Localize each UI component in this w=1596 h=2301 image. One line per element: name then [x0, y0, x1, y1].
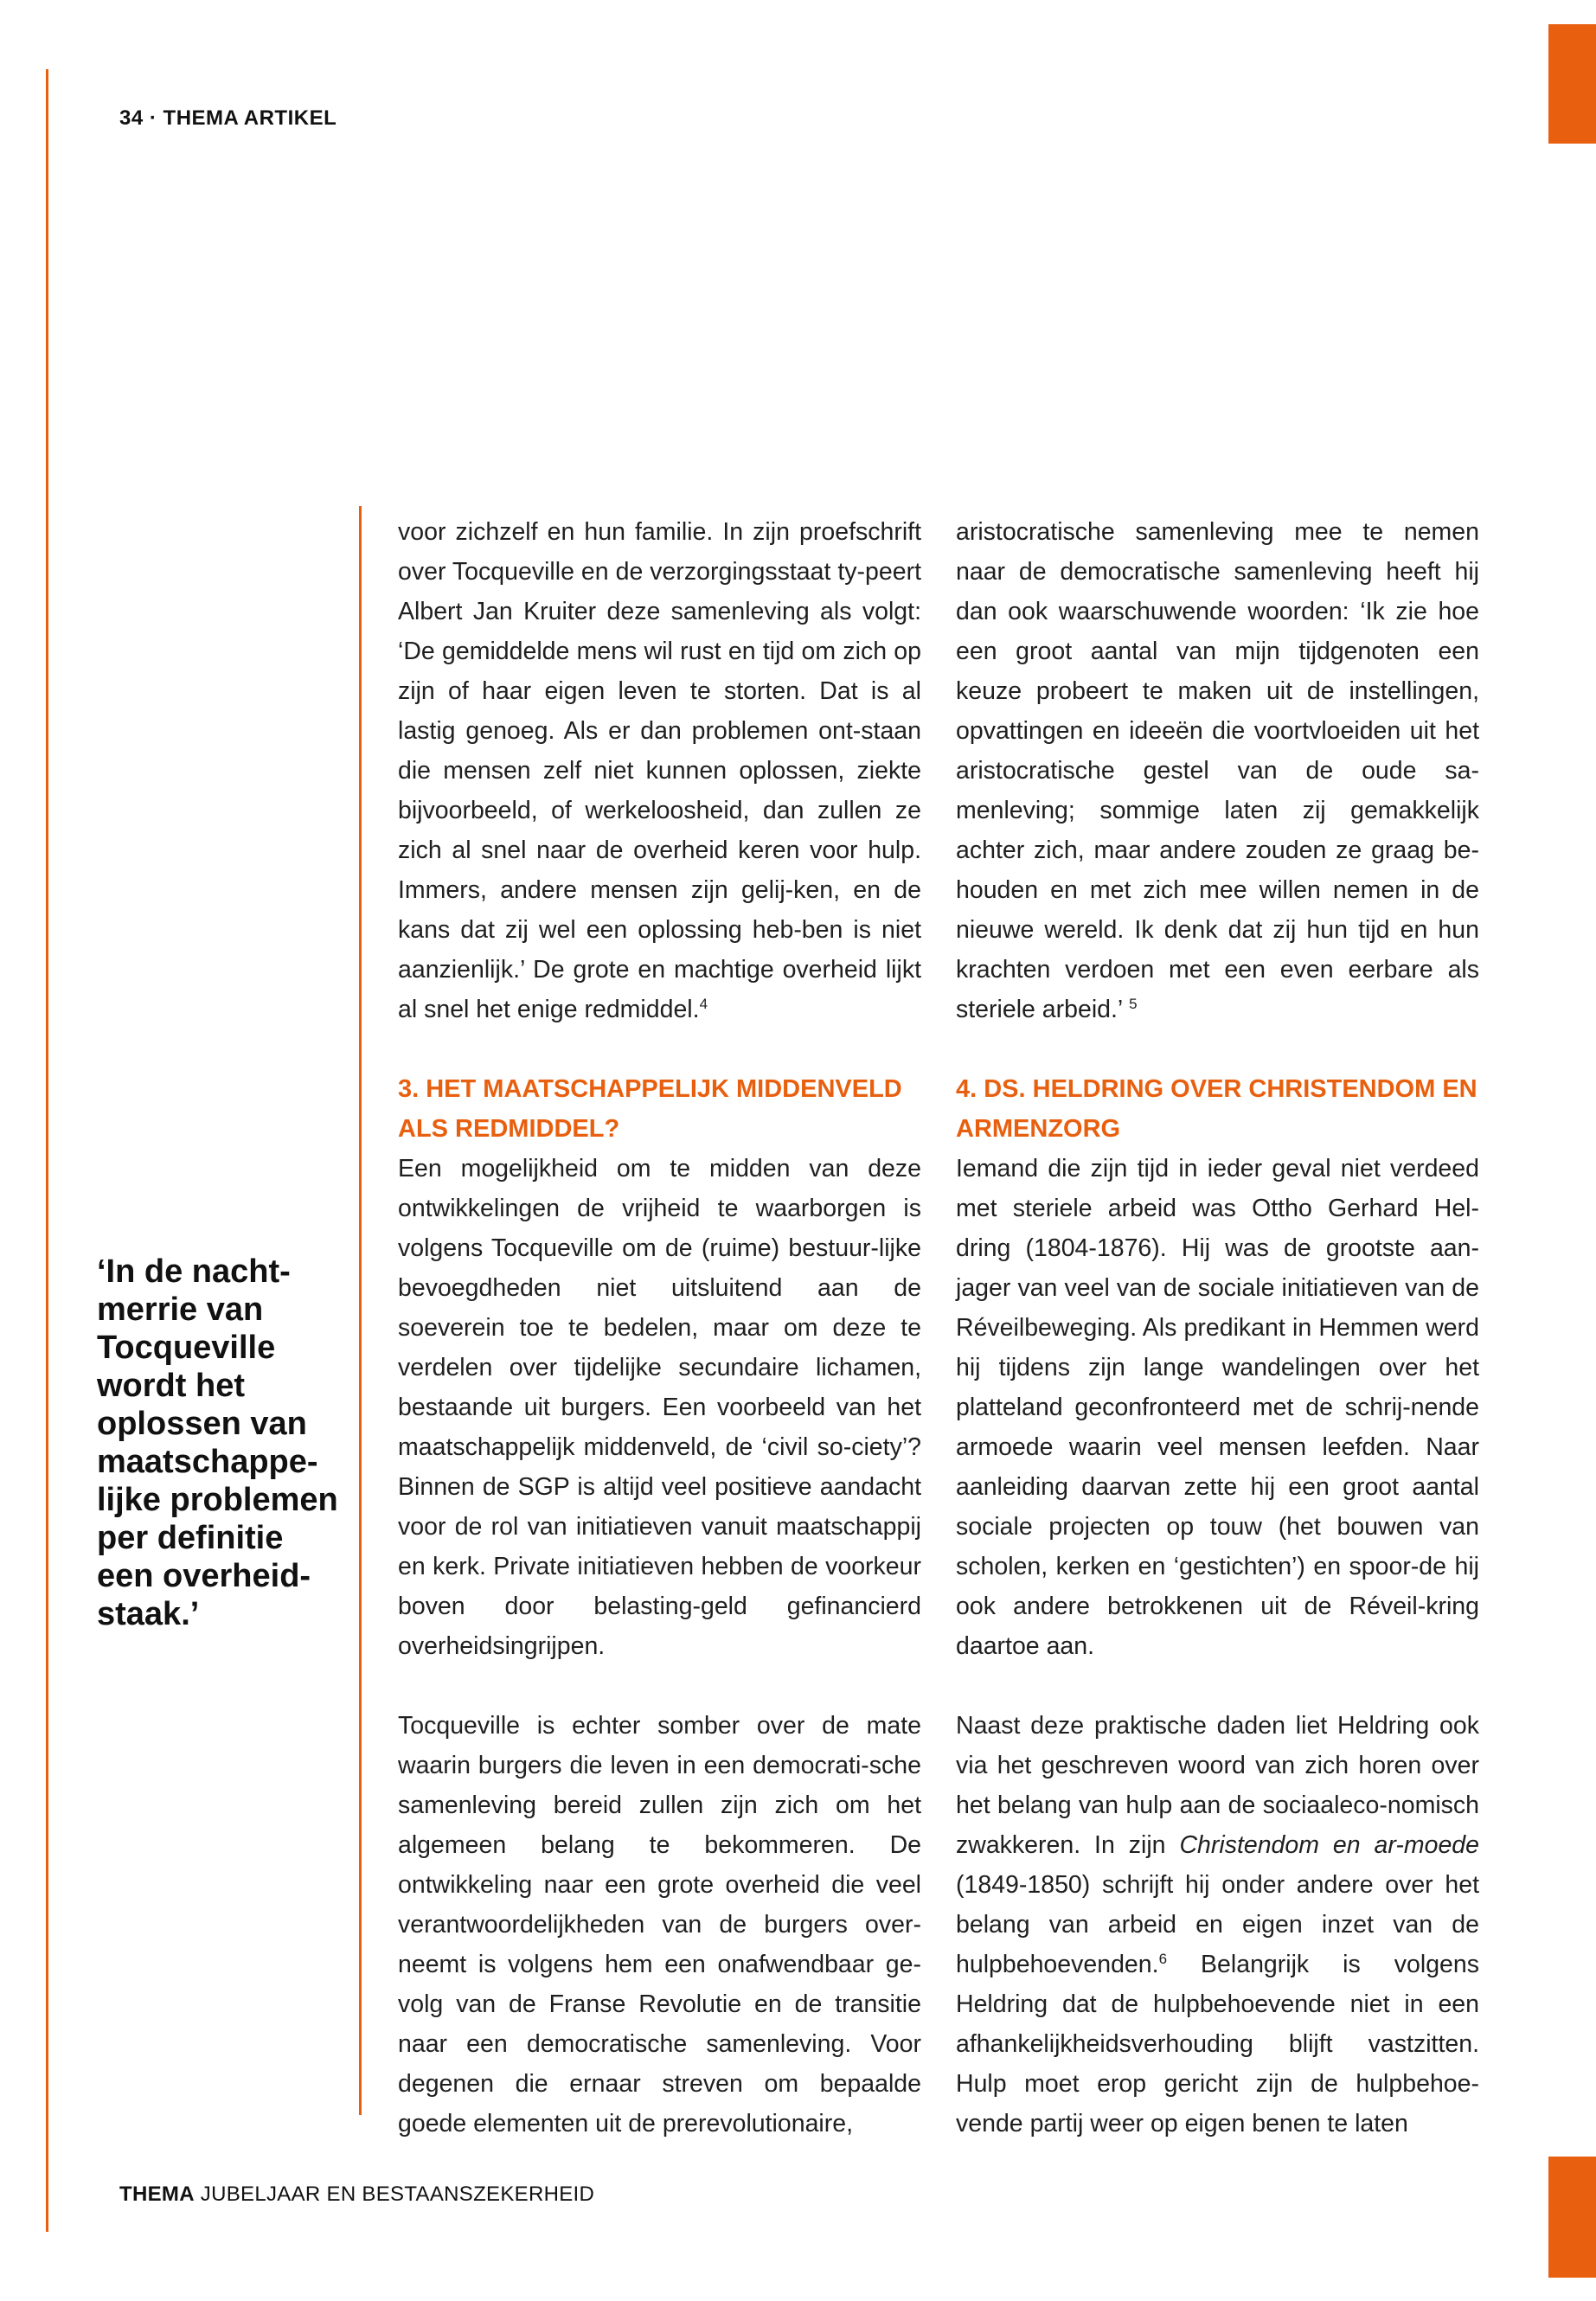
page-footer: [119, 2182, 594, 2207]
right-column: [956, 512, 1479, 2144]
footnote-ref-4[interactable]: 4: [699, 996, 708, 1012]
bottom-edge-tab: [1548, 2157, 1596, 2278]
footer-subtitle: JUBELJAAR EN BESTAANSZEKERHEID: [200, 2182, 595, 2206]
column-rule: [359, 506, 362, 2115]
right-paragraph-1: aristocratische samenleving mee te nemen naar de democratische samenleving heeft hij dan ook waarschuwende woorden: ‘Ik zie hoe een groot aantal van mijn tijdgenoten een keuze probeert te maken uit de instellingen, opvattingen en ideeën die voortvloeiden uit het aristocratische gestel van de oude sa-menleving; sommige laten zij gemakkelijk achter zich, maar andere zouden ze graag be-houden en met zich mee willen nemen in de nieuwe wereld. Ik denk dat zij hun tijd en hun krachten verdoen met een even eerbare als steriele arbeid.’ $^5$: [956, 518, 1479, 1023]
footer-brand: THEMA: [119, 2182, 195, 2206]
margin-rule: [46, 69, 48, 2232]
section-label: THEMA ARTIKEL: [163, 106, 337, 130]
book-title: Christendom en ar-moede: [1179, 1831, 1479, 1859]
page-header: [119, 106, 337, 131]
footnote-ref-5[interactable]: 5: [1129, 996, 1138, 1012]
page-number: 34: [119, 106, 144, 130]
left-column: [398, 512, 921, 2144]
right-paragraph-2: Iemand die zijn tijd in ieder geval niet verdeed met steriele arbeid was Ottho Gerhard Hel-dring (1804-1876). Hij was de grootste aan-jager van veel van de sociale initiatieven van de Réveilbeweging. Als predikant in Hemmen werd hij tijdens zijn lange wandelingen over het platteland geconfronteerd met de schrij-nende armoede waarin veel mensen leefden. Naar aanleiding daarvan zette hij een groot aantal sociale projecten op touw (het bouwen van scholen, kerken en ‘gestichten’) en spoor-de hij ook andere betrokkenen uit de Réveil-kring daartoe aan.: [956, 1155, 1479, 1660]
left-paragraph-3: Tocqueville is echter somber over de mate waarin burgers die leven in een democrati-sche samenleving bereid zullen zijn zich om het algemeen belang te bekommeren. De ontwikkeling naar een grote overheid die veel verantwoordelijkheden van de burgers over-neemt is volgens hem een onafwendbaar ge-volg van de Franse Revolutie en de transitie naar een democratische samenleving. Voor degenen die ernaar streven om bepaalde goede elementen uit de prerevolutionaire,: [398, 1712, 921, 2138]
section-heading-4: 4. DS. HELDRING OVER CHRISTENDOM EN ARMENZORG: [956, 1075, 1477, 1143]
top-edge-tab: [1548, 24, 1596, 144]
right-paragraph-3: Naast deze praktische daden liet Heldring ook via het geschreven woord van zich horen over het belang van hulp aan de sociaaleco-nomisch zwakkeren. In zijn Christendom en ar-moede (1849-1850) schrijft hij onder andere over het belang van arbeid en eigen inzet van de hulpbehoevenden.$^6$ Belangrijk is volgens Heldring dat de hulpbehoevende niet in een afhankelijkheidsverhouding blijft vastzitten. Hulp moet erop gericht zijn de hulpbehoe-vende partij weer op eigen benen te laten: [956, 1712, 1479, 2138]
left-paragraph-2: Een mogelijkheid om te midden van deze ontwikkelingen de vrijheid te waarborgen is volgens Tocqueville om de (ruime) bestuur-lijke bevoegdheden niet uitsluitend aan de soeverein toe te bedelen, maar om deze te verdelen over tijdelijke secundaire lichamen, bestaande uit burgers. Een voorbeeld van het maatschappelijk middenveld, de ‘civil so-ciety’? Binnen de SGP is altijd veel positieve aandacht voor de rol van initiatieven vanuit maatschappij en kerk. Private initiatieven hebben de voorkeur boven door belasting-geld gefinancierd overheidsingrijpen.: [398, 1155, 921, 1660]
left-paragraph-1: voor zichzelf en hun familie. In zijn proefschrift over Tocqueville en de verzorgingsstaat ty-peert Albert Jan Kruiter deze samenleving als volgt: ‘De gemiddelde mens wil rust en tijd om zich op zijn of haar eigen leven te storten. Dat is al lastig genoeg. Als er dan problemen ont-staan die mensen zelf niet kunnen oplossen, ziekte bijvoorbeeld, of werkeloosheid, dan zullen ze zich al snel naar de overheid keren voor hulp. Immers, andere mensen zijn gelij-ken, en de kans dat zij wel een oplossing heb-ben is niet aanzienlijk.’ De grote en machtige overheid lijkt al snel het enige redmiddel.$^4$: [398, 518, 921, 1023]
footnote-ref-6[interactable]: 6: [1158, 1951, 1168, 1967]
header-separator: ·: [149, 106, 157, 130]
section-heading-3: 3. HET MAATSCHAPPELIJK MIDDENVELD ALS REDMIDDEL?: [398, 1075, 902, 1143]
pull-quote: ‘In de nacht-merrie van Tocqueville wordt het oplossen van maatschappe-lijke problemen per definitie een overheid-staak.’: [97, 1253, 338, 1632]
